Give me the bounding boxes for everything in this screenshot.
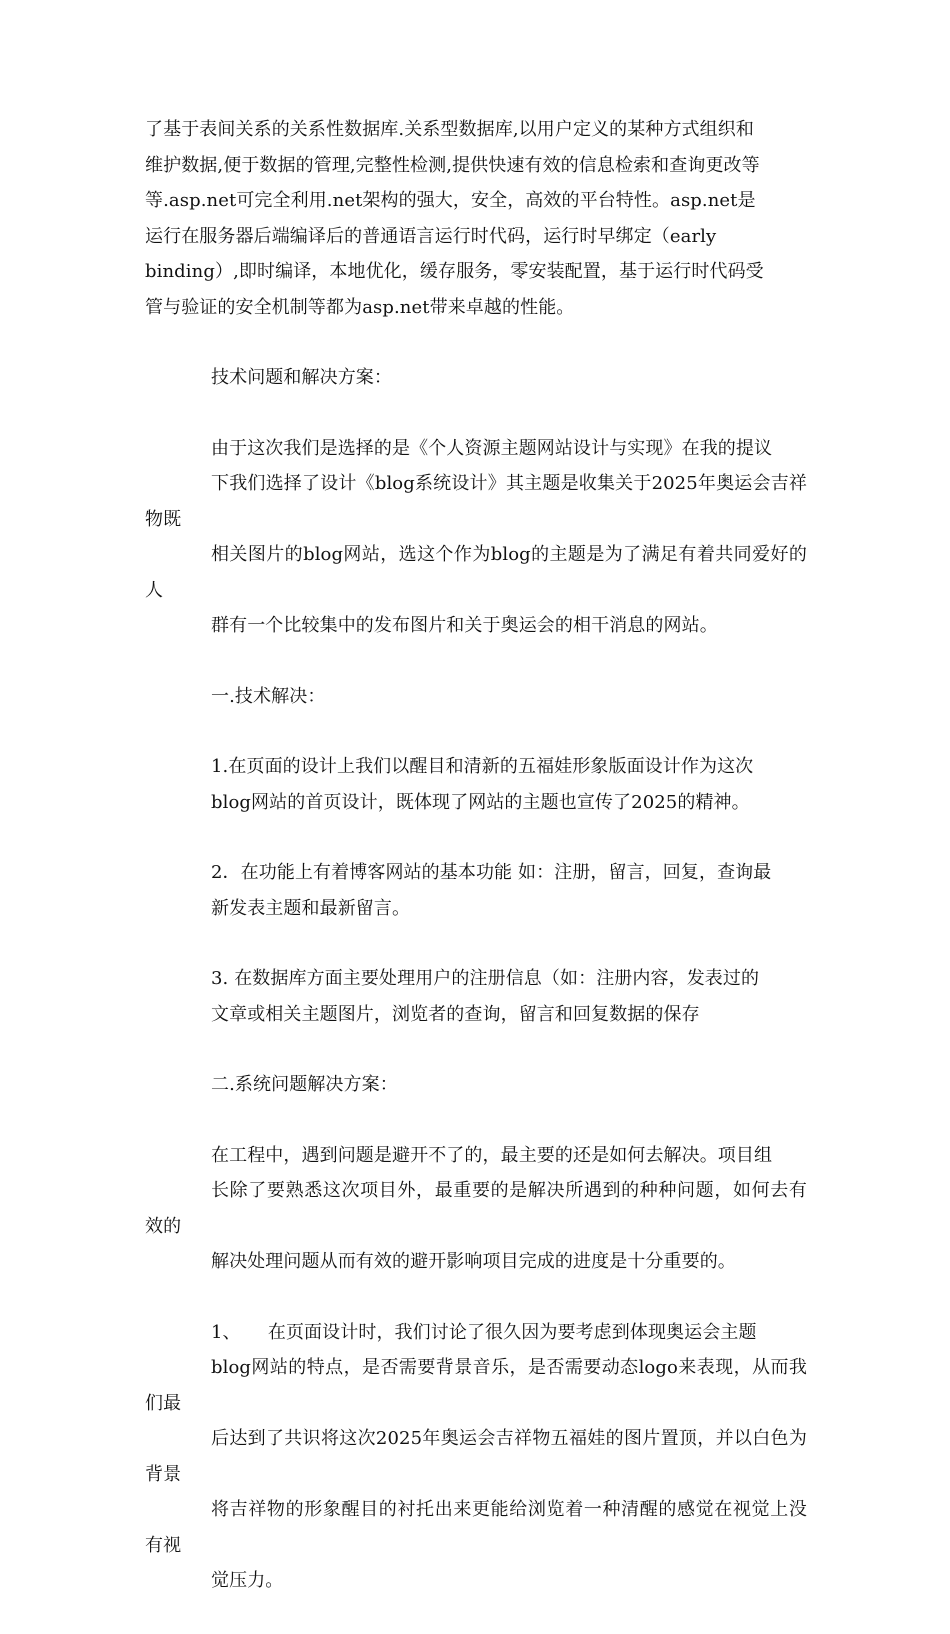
paragraph-page-design-discussion [145, 1315, 807, 1599]
paragraph-database-intro [145, 112, 807, 325]
text-line: 相关图片的blog网站，选这个作为blog的主题是为了满足有着共同爱好的人 [145, 544, 807, 601]
text-line: 1、 在页面设计时，我们讨论了很久因为要考虑到体现奥运会主题 [211, 1321, 757, 1343]
heading-technical-issues [145, 360, 807, 396]
text-line: 维护数据,便于数据的管理,完整性检测,提供快速有效的信息检索和查询更改等 [145, 154, 760, 176]
text-line: 运行在服务器后端编译后的普通语言运行时代码，运行时早绑定（early [145, 225, 717, 247]
text-line: 由于这次我们是选择的是《个人资源主题网站设计与实现》在我的提议 [211, 437, 773, 459]
paragraph-point-3 [145, 961, 807, 1032]
paragraph-topic-selection [145, 431, 807, 644]
text-line: 文章或相关主题图片，浏览者的查询，留言和回复数据的保存 [211, 1003, 700, 1025]
text-line: 长除了要熟悉这次项目外，最重要的是解决所遇到的种种问题，如何去有效的 [145, 1180, 807, 1237]
heading-text: 二.系统问题解决方案： [211, 1074, 398, 1095]
paragraph-point-1 [145, 749, 807, 820]
text-line: binding）,即时编译，本地优化，缓存服务，零安装配置，基于运行时代码受 [145, 261, 764, 282]
text-line: 觉压力。 [211, 1570, 284, 1591]
heading-text: 技术问题和解决方案： [211, 367, 392, 388]
text-line: 将吉祥物的形象醒目的衬托出来更能给浏览着一种清醒的感觉在视觉上没有视 [145, 1499, 807, 1556]
heading-text: 一.技术解决： [211, 685, 326, 707]
text-line: 解决处理问题从而有效的避开影响项目完成的进度是十分重要的。 [211, 1251, 736, 1272]
text-line: 群有一个比较集中的发布图片和关于奥运会的相干消息的网站。 [211, 615, 718, 636]
text-line: 下我们选择了设计《blog系统设计》其主题是收集关于2025年奥运会吉祥物既 [145, 473, 807, 530]
heading-system-solution [145, 1067, 807, 1103]
paragraph-point-2 [145, 855, 807, 926]
text-line: 2．在功能上有着博客网站的基本功能 如：注册，留言，回复，查询最 [211, 862, 772, 883]
text-line: 管与验证的安全机制等都为asp.net带来卓越的性能。 [145, 296, 575, 318]
text-line: 了基于表间关系的关系性数据库.关系型数据库,以用户定义的某种方式组织和 [145, 119, 754, 140]
text-line: blog网站的特点，是否需要背景音乐，是否需要动态logo来表现，从而我们最 [145, 1357, 807, 1414]
text-line: blog网站的首页设计，既体现了网站的主题也宣传了2025的精神。 [211, 791, 750, 813]
document-body [145, 112, 807, 1634]
text-line: 3. 在数据库方面主要处理用户的注册信息（如：注册内容，发表过的 [211, 968, 760, 989]
text-line: 1.在页面的设计上我们以醒目和清新的五福娃形象版面设计作为这次 [211, 756, 754, 777]
text-line: 在工程中，遇到问题是避开不了的，最主要的还是如何去解决。项目组 [211, 1144, 773, 1166]
text-line: 新发表主题和最新留言。 [211, 897, 411, 919]
text-line: 等.asp.net可完全利用.net架构的强大，安全，高效的平台特性。asp.net是 [145, 190, 756, 211]
text-line: 后达到了共识将这次2025年奥运会吉祥物五福娃的图片置顶，并以白色为背景 [145, 1428, 807, 1485]
paragraph-project-issues [145, 1138, 807, 1280]
heading-technical-solution [145, 679, 807, 715]
